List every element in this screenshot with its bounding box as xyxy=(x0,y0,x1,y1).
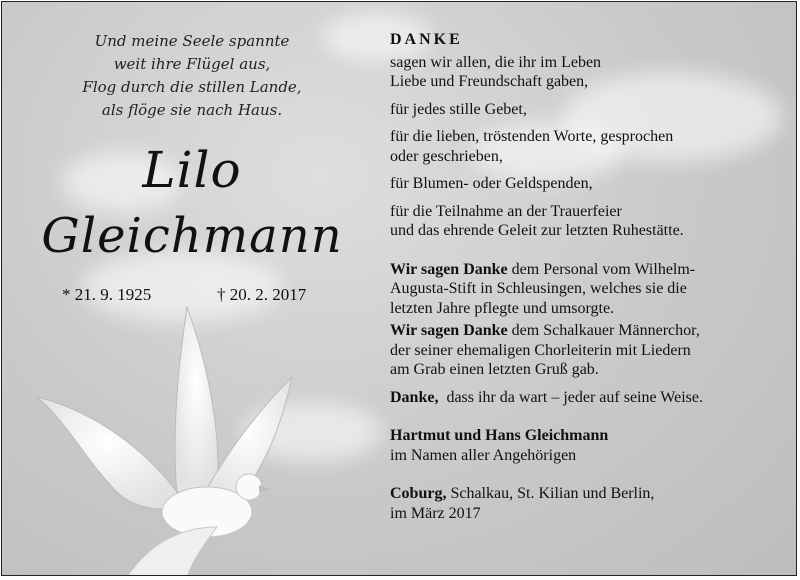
bold-thanks: Danke, xyxy=(390,388,439,406)
birth-date: * 21. 9. 1925 xyxy=(62,285,152,304)
text-line: der seiner ehemaligen Chorleiterin mit Liedern xyxy=(390,341,691,359)
bold-thanks: Wir sagen Danke xyxy=(390,260,508,278)
place-bold: Coburg, xyxy=(390,485,447,502)
choir-thanks xyxy=(390,321,790,341)
text-line: für die Teilnahme an der Trauerfeier xyxy=(390,202,622,220)
text-line: am Grab einen letzten Gruß gab. xyxy=(390,361,599,378)
last-name: Gleichmann xyxy=(41,208,343,264)
death-date: † 20. 2. 2017 xyxy=(217,285,307,304)
text-line: dem Schalkauer Männerchor, xyxy=(507,322,700,339)
text-line: oder geschrieben, xyxy=(390,147,503,165)
text-line: Augusta-Stift in Schleusingen, welches sie die xyxy=(390,280,687,297)
text-line: für Blumen- oder Geldspenden, xyxy=(390,175,593,192)
bold-thanks: Wir sagen Danke xyxy=(390,322,508,339)
obituary-notice xyxy=(1,1,797,576)
date-line: im März 2017 xyxy=(390,504,481,522)
text-line: und das ehrende Geleit zur letzten Ruhestätte. xyxy=(390,222,684,239)
text-line: sagen wir allen, die ihr im Leben xyxy=(390,53,602,71)
thanks-text xyxy=(390,30,790,523)
poem-line: weit ihre Flügel aus, xyxy=(113,55,271,73)
text-line: dass ihr da wart – jeder auf seine Weise. xyxy=(438,388,703,406)
poem-line: Flog durch die stillen Lande, xyxy=(82,78,302,96)
dove-illustration xyxy=(27,302,327,576)
text-line: letzten Jahre pflegte und umsorgte. xyxy=(390,299,615,317)
place-line xyxy=(390,484,790,504)
poem-line: Und meine Seele spannte xyxy=(94,32,290,50)
poem xyxy=(42,30,342,122)
signature-subtitle: im Namen aller Angehörigen xyxy=(390,446,577,464)
signature-names: Hartmut und Hans Gleichmann xyxy=(390,427,609,444)
text-line: für jedes stille Gebet, xyxy=(390,100,527,118)
text-line: dem Personal vom Wilhelm- xyxy=(507,260,696,278)
thanks-heading: DANKE xyxy=(390,31,463,48)
text-line: Liebe und Freundschaft gaben, xyxy=(390,73,589,90)
poem-line: als flöge sie nach Haus. xyxy=(101,101,283,119)
staff-thanks xyxy=(390,260,790,280)
text-line: Schalkau, St. Kilian und Berlin, xyxy=(446,485,655,502)
closing-thanks xyxy=(390,388,790,408)
text-line: für die lieben, tröstenden Worte, gesprochen xyxy=(390,128,674,145)
first-name: Lilo xyxy=(142,141,242,199)
